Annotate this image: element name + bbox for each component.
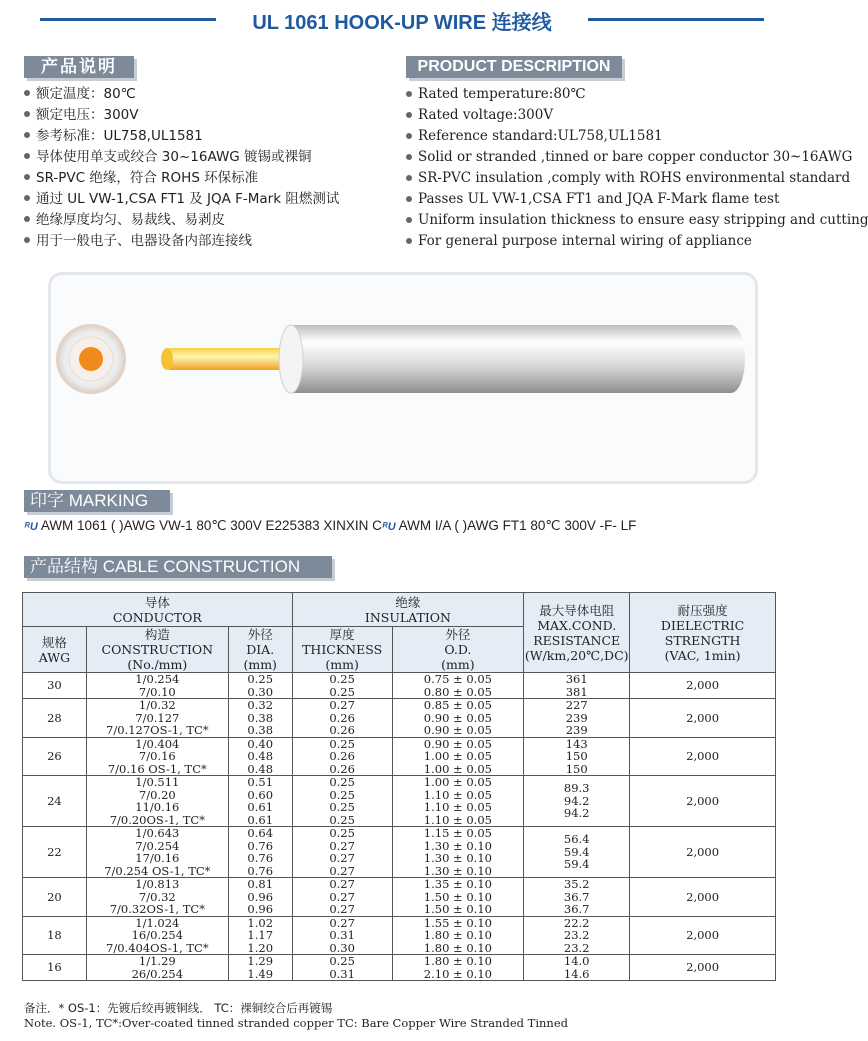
dia-cell-line: 1.02 bbox=[247, 915, 274, 930]
construction-cell-line: 1/0.643 bbox=[135, 826, 180, 840]
construction-cell-line: 7/0.254 OS-1, TC* bbox=[104, 863, 211, 878]
od-cell bbox=[392, 699, 524, 738]
construction-cell-line: 7/0.32 bbox=[138, 889, 176, 904]
header-strength-unit: (VAC, 1min) bbox=[664, 647, 741, 663]
marking-section-label: 印字 MARKING bbox=[24, 490, 170, 512]
header-resistance-en2: RESISTANCE bbox=[533, 632, 621, 648]
thickness-cell-line: 0.27 bbox=[329, 915, 355, 930]
resistance-cell-line: 143 bbox=[565, 736, 588, 751]
header-insulation-cn: 绝缘 bbox=[395, 594, 421, 610]
thickness-cell-line: 0.25 bbox=[329, 800, 355, 814]
resistance-cell bbox=[524, 955, 630, 981]
resistance-cell-line: 150 bbox=[565, 761, 588, 776]
od-cell bbox=[392, 916, 524, 955]
table-row bbox=[23, 673, 776, 699]
construction-cell-line: 26/0.254 bbox=[131, 966, 184, 981]
dia-cell bbox=[228, 673, 292, 699]
dia-cell-line: 0.60 bbox=[247, 787, 274, 802]
od-cell-line: 1.55 ± 0.10 bbox=[423, 915, 492, 930]
header-awg bbox=[23, 627, 87, 673]
od-cell-line: 1.10 ± 0.05 bbox=[423, 787, 492, 802]
header-thickness-unit: (mm) bbox=[325, 657, 359, 672]
resistance-cell-line: 14.6 bbox=[563, 966, 590, 981]
header-thickness-en: THICKNESS bbox=[302, 642, 383, 657]
wire-cross-section bbox=[57, 325, 125, 393]
header-awg-cn: 规格 bbox=[41, 634, 67, 650]
dia-cell bbox=[228, 916, 292, 955]
od-cell bbox=[392, 955, 524, 981]
od-cell bbox=[392, 673, 524, 699]
header-construction-unit: (No./mm) bbox=[127, 657, 188, 672]
strength-cell: 2,000 bbox=[630, 776, 776, 827]
en-item-text: Uniform insulation thickness to ensure easy stripping and cutting bbox=[418, 212, 868, 228]
awg-cell: 16 bbox=[23, 955, 87, 981]
header-conductor-en: CONDUCTOR bbox=[112, 609, 202, 625]
cn-section-label: 产品说明 bbox=[24, 56, 134, 78]
resistance-cell-line: 23.2 bbox=[563, 928, 590, 942]
construction-cell-line: 17/0.16 bbox=[135, 851, 180, 865]
thickness-cell-line: 0.25 bbox=[329, 826, 355, 840]
construction-cell-line: 7/0.20OS-1, TC* bbox=[109, 812, 205, 827]
ul-logo-icon: ᴿU bbox=[381, 521, 396, 533]
thickness-cell-line: 0.25 bbox=[329, 775, 355, 789]
construction-cell-line: 7/0.404OS-1, TC* bbox=[106, 940, 209, 955]
dia-cell-line: 0.64 bbox=[247, 826, 274, 840]
en-item bbox=[406, 147, 868, 168]
thickness-cell-line: 0.26 bbox=[329, 723, 355, 737]
thickness-cell-line: 0.30 bbox=[329, 940, 355, 955]
bullet-icon bbox=[406, 196, 412, 202]
construction-cell-line: 7/0.32OS-1, TC* bbox=[109, 902, 205, 916]
en-section-label: PRODUCT DESCRIPTION bbox=[406, 56, 622, 78]
bullet-icon bbox=[24, 90, 30, 96]
od-cell-line: 1.30 ± 0.10 bbox=[423, 838, 492, 853]
resistance-cell-line: 94.2 bbox=[563, 806, 590, 821]
thickness-cell-line: 0.31 bbox=[329, 928, 355, 942]
header-resistance-unit: (W/km,20℃,DC) bbox=[524, 647, 629, 663]
od-cell-line: 1.00 ± 0.05 bbox=[423, 775, 492, 789]
thickness-cell-line: 0.25 bbox=[329, 684, 355, 699]
dia-cell bbox=[228, 737, 292, 776]
dia-cell-line: 0.32 bbox=[247, 698, 274, 712]
awg-cell: 30 bbox=[23, 673, 87, 699]
cable-section-label: 产品结构 CABLE CONSTRUCTION bbox=[24, 556, 332, 578]
bullet-icon bbox=[406, 238, 412, 244]
table-row bbox=[23, 955, 776, 981]
bullet-icon bbox=[406, 91, 412, 97]
header-od-en: O.D. bbox=[444, 642, 472, 657]
table-row bbox=[23, 776, 776, 827]
cn-item-text: SR-PVC 绝缘，符合 ROHS 环保标准 bbox=[36, 170, 259, 186]
header-dia bbox=[228, 627, 292, 673]
dia-cell-line: 0.76 bbox=[247, 863, 274, 878]
od-cell-line: 1.15 ± 0.05 bbox=[423, 826, 492, 840]
dia-cell bbox=[228, 776, 292, 827]
dia-cell-line: 0.40 bbox=[247, 736, 274, 751]
od-cell-line: 0.80 ± 0.05 bbox=[423, 684, 492, 699]
en-item-text: Solid or stranded ,tinned or bare copper conductor 30~16AWG bbox=[418, 149, 853, 165]
strength-cell: 2,000 bbox=[630, 955, 776, 981]
dia-cell-line: 0.38 bbox=[247, 710, 274, 725]
wire-illustration bbox=[48, 272, 758, 484]
od-cell-line: 1.00 ± 0.05 bbox=[423, 761, 492, 776]
od-cell bbox=[392, 878, 524, 917]
resistance-cell-line: 239 bbox=[565, 723, 588, 737]
cn-item-text: 用于一般电子、电器设备内部连接线 bbox=[36, 233, 252, 249]
construction-cell bbox=[86, 878, 228, 917]
header-conductor-cn: 导体 bbox=[144, 594, 170, 610]
bullet-icon bbox=[24, 216, 30, 222]
construction-cell-line: 7/0.127OS-1, TC* bbox=[106, 723, 209, 737]
thickness-cell-line: 0.27 bbox=[329, 889, 355, 904]
od-cell-line: 0.90 ± 0.05 bbox=[423, 736, 492, 751]
resistance-cell bbox=[524, 776, 630, 827]
thickness-cell-line: 0.27 bbox=[329, 851, 355, 865]
resistance-cell bbox=[524, 827, 630, 878]
header-dia-en: DIA. bbox=[246, 642, 275, 657]
resistance-cell-line: 14.0 bbox=[563, 954, 590, 968]
title-rule-left bbox=[40, 18, 216, 21]
od-cell bbox=[392, 827, 524, 878]
construction-cell bbox=[86, 827, 228, 878]
cn-item-text: 参考标准：UL758,UL1581 bbox=[36, 128, 203, 144]
marking-text bbox=[24, 518, 636, 534]
cn-item bbox=[24, 105, 339, 126]
thickness-cell-line: 0.27 bbox=[329, 877, 355, 891]
page-title: UL 1061 HOOK-UP WIRE 连接线 bbox=[252, 12, 552, 34]
header-od-unit: (mm) bbox=[441, 657, 475, 672]
bullet-icon bbox=[406, 175, 412, 181]
en-item bbox=[406, 126, 868, 147]
thickness-cell bbox=[292, 673, 392, 699]
table-row bbox=[23, 699, 776, 738]
bullet-icon bbox=[24, 111, 30, 117]
cn-item bbox=[24, 126, 339, 147]
marking-text-b: AWM I/A ( )AWG FT1 80℃ 300V -F- LF bbox=[398, 518, 637, 533]
bullet-icon bbox=[24, 174, 30, 180]
resistance-cell-line: 59.4 bbox=[563, 844, 590, 859]
resistance-cell-line: 150 bbox=[565, 749, 588, 763]
resistance-cell-line: 89.3 bbox=[563, 781, 590, 796]
header-strength-en2: STRENGTH bbox=[664, 632, 741, 648]
construction-cell-line: 7/0.10 bbox=[138, 684, 176, 699]
header-dia-cn: 外径 bbox=[247, 627, 273, 642]
cn-item bbox=[24, 84, 339, 105]
en-item bbox=[406, 84, 868, 105]
construction-cell-line: 7/0.16 bbox=[138, 749, 176, 763]
od-cell-line: 1.35 ± 0.10 bbox=[423, 877, 492, 891]
construction-cell-line: 7/0.254 bbox=[135, 838, 180, 853]
thickness-cell-line: 0.25 bbox=[329, 954, 355, 968]
thickness-cell bbox=[292, 699, 392, 738]
table-row bbox=[23, 827, 776, 878]
cable-construction-table bbox=[22, 592, 776, 981]
header-thickness-cn: 厚度 bbox=[329, 627, 355, 642]
en-item bbox=[406, 189, 868, 210]
bullet-icon bbox=[406, 133, 412, 139]
resistance-cell-line: 36.7 bbox=[563, 889, 590, 904]
dia-cell bbox=[228, 955, 292, 981]
header-construction-en: CONSTRUCTION bbox=[101, 642, 214, 657]
dia-cell-line: 0.76 bbox=[247, 851, 274, 865]
cn-item bbox=[24, 189, 339, 210]
thickness-cell bbox=[292, 916, 392, 955]
bullet-icon bbox=[24, 237, 30, 243]
header-strength-cn: 耐压强度 bbox=[677, 602, 728, 618]
awg-cell: 18 bbox=[23, 916, 87, 955]
bullet-icon bbox=[406, 112, 412, 118]
en-item bbox=[406, 231, 868, 252]
resistance-cell bbox=[524, 916, 630, 955]
notes bbox=[24, 1001, 568, 1031]
resistance-cell-line: 22.2 bbox=[563, 915, 590, 930]
dia-cell bbox=[228, 699, 292, 738]
construction-cell-line: 1/0.404 bbox=[135, 736, 180, 751]
construction-cell-line: 1/0.511 bbox=[135, 775, 180, 789]
resistance-cell bbox=[524, 673, 630, 699]
construction-cell bbox=[86, 673, 228, 699]
od-cell-line: 1.00 ± 0.05 bbox=[423, 749, 492, 763]
od-cell-line: 2.10 ± 0.10 bbox=[423, 966, 492, 981]
od-cell-line: 1.10 ± 0.05 bbox=[423, 800, 492, 814]
dia-cell-line: 1.49 bbox=[247, 966, 274, 981]
od-cell-line: 1.80 ± 0.10 bbox=[423, 954, 492, 968]
strength-cell: 2,000 bbox=[630, 699, 776, 738]
header-awg-en: AWG bbox=[38, 649, 71, 665]
resistance-cell-line: 23.2 bbox=[563, 940, 590, 955]
en-item-text: For general purpose internal wiring of appliance bbox=[418, 233, 752, 249]
title-rule-right bbox=[588, 18, 764, 21]
cn-item-text: 额定电压：300V bbox=[36, 107, 139, 123]
construction-cell bbox=[86, 955, 228, 981]
cn-item-text: 额定温度：80℃ bbox=[36, 86, 136, 102]
od-cell-line: 1.30 ± 0.10 bbox=[423, 851, 492, 865]
od-cell-line: 0.85 ± 0.05 bbox=[423, 698, 492, 712]
dia-cell bbox=[228, 827, 292, 878]
thickness-cell bbox=[292, 776, 392, 827]
construction-cell-line: 1/1.024 bbox=[135, 915, 180, 930]
construction-cell-line: 1/0.813 bbox=[135, 877, 180, 891]
resistance-cell-line: 381 bbox=[565, 684, 588, 699]
awg-cell: 24 bbox=[23, 776, 87, 827]
cn-item bbox=[24, 147, 339, 168]
dia-cell-line: 0.48 bbox=[247, 761, 274, 776]
od-cell-line: 1.80 ± 0.10 bbox=[423, 940, 492, 955]
table-row bbox=[23, 737, 776, 776]
construction-cell-line: 7/0.127 bbox=[135, 710, 180, 725]
awg-cell: 26 bbox=[23, 737, 87, 776]
od-cell-line: 0.75 ± 0.05 bbox=[423, 672, 492, 686]
construction-cell bbox=[86, 776, 228, 827]
construction-cell-line: 16/0.254 bbox=[131, 928, 184, 942]
resistance-cell bbox=[524, 699, 630, 738]
cn-item bbox=[24, 168, 339, 189]
dia-cell-line: 1.17 bbox=[247, 928, 274, 942]
od-cell-line: 1.50 ± 0.10 bbox=[423, 889, 492, 904]
en-item-text: SR-PVC insulation ,comply with ROHS environmental standard bbox=[418, 170, 851, 186]
cn-item-text: 导体使用单支或绞合 30~16AWG 镀锡或裸铜 bbox=[36, 149, 312, 165]
resistance-cell-line: 227 bbox=[565, 698, 588, 712]
bullet-icon bbox=[406, 154, 412, 160]
thickness-cell-line: 0.27 bbox=[329, 863, 355, 878]
awg-cell: 28 bbox=[23, 699, 87, 738]
resistance-cell-line: 361 bbox=[565, 672, 588, 686]
od-cell-line: 1.30 ± 0.10 bbox=[423, 863, 492, 878]
resistance-cell bbox=[524, 737, 630, 776]
dia-cell-line: 0.30 bbox=[247, 684, 274, 699]
thickness-cell-line: 0.25 bbox=[329, 736, 355, 751]
wire-drawing bbox=[51, 275, 755, 481]
table-row bbox=[23, 878, 776, 917]
thickness-cell-line: 0.25 bbox=[329, 787, 355, 802]
dia-cell-line: 0.61 bbox=[247, 812, 274, 827]
construction-cell bbox=[86, 737, 228, 776]
header-thickness bbox=[292, 627, 392, 673]
dia-cell-line: 0.96 bbox=[247, 902, 274, 916]
note-cn: 备注．* OS-1：先镀后绞再镀铜线． TC：裸铜绞合后再镀锡 bbox=[24, 1001, 333, 1015]
bullet-icon bbox=[24, 153, 30, 159]
header-od bbox=[392, 627, 524, 673]
header-construction bbox=[86, 627, 228, 673]
en-item bbox=[406, 105, 868, 126]
en-item-text: Rated temperature:80℃ bbox=[418, 86, 586, 102]
construction-cell bbox=[86, 916, 228, 955]
resistance-cell-line: 94.2 bbox=[563, 793, 590, 808]
construction-cell-line: 1/1.29 bbox=[138, 954, 176, 968]
resistance-cell-line: 36.7 bbox=[563, 902, 590, 916]
en-item-text: Reference standard:UL758,UL1581 bbox=[418, 128, 663, 144]
thickness-cell-line: 0.25 bbox=[329, 672, 355, 686]
strength-cell: 2,000 bbox=[630, 673, 776, 699]
dia-cell bbox=[228, 878, 292, 917]
od-cell-line: 0.90 ± 0.05 bbox=[423, 710, 492, 725]
thickness-cell bbox=[292, 737, 392, 776]
od-cell-line: 0.90 ± 0.05 bbox=[423, 723, 492, 737]
en-item bbox=[406, 210, 868, 231]
strength-cell: 2,000 bbox=[630, 916, 776, 955]
thickness-cell-line: 0.27 bbox=[329, 902, 355, 916]
resistance-cell-line: 56.4 bbox=[563, 832, 590, 847]
table-body bbox=[23, 673, 776, 981]
header-resistance bbox=[524, 593, 630, 673]
od-cell bbox=[392, 776, 524, 827]
thickness-cell-line: 0.25 bbox=[329, 812, 355, 827]
table-row bbox=[23, 916, 776, 955]
thickness-cell-line: 0.26 bbox=[329, 749, 355, 763]
od-cell bbox=[392, 737, 524, 776]
od-cell-line: 1.10 ± 0.05 bbox=[423, 812, 492, 827]
header-resistance-en1: MAX.COND. bbox=[537, 617, 617, 633]
dia-cell-line: 0.38 bbox=[247, 723, 274, 737]
thickness-cell-line: 0.26 bbox=[329, 710, 355, 725]
od-cell-line: 1.80 ± 0.10 bbox=[423, 928, 492, 942]
header-strength bbox=[630, 593, 776, 673]
thickness-cell bbox=[292, 878, 392, 917]
thickness-cell-line: 0.31 bbox=[329, 966, 355, 981]
dia-cell-line: 0.61 bbox=[247, 800, 274, 814]
header-insulation bbox=[292, 593, 524, 627]
en-item bbox=[406, 168, 868, 189]
thickness-cell-line: 0.27 bbox=[329, 698, 355, 712]
awg-cell: 20 bbox=[23, 878, 87, 917]
construction-cell-line: 1/0.32 bbox=[138, 698, 176, 712]
bullet-icon bbox=[24, 132, 30, 138]
thickness-cell bbox=[292, 827, 392, 878]
construction-cell-line: 1/0.254 bbox=[135, 672, 180, 686]
od-cell-line: 1.50 ± 0.10 bbox=[423, 902, 492, 916]
dia-cell-line: 0.51 bbox=[247, 775, 274, 789]
resistance-cell bbox=[524, 878, 630, 917]
dia-cell-line: 0.76 bbox=[247, 838, 274, 853]
strength-cell: 2,000 bbox=[630, 827, 776, 878]
header-insulation-en: INSULATION bbox=[364, 609, 451, 625]
construction-cell-line: 11/0.16 bbox=[135, 800, 180, 814]
en-item-text: Passes UL VW-1,CSA FT1 and JQA F-Mark flame test bbox=[418, 191, 780, 207]
header-construction-cn: 构造 bbox=[144, 627, 170, 642]
note-en: Note. OS-1, TC*:Over-coated tinned stranded copper TC: Bare Copper Wire Stranded Tinned bbox=[24, 1016, 568, 1030]
cn-item-text: 通过 UL VW-1,CSA FT1 及 JQA F-Mark 阻燃测试 bbox=[36, 191, 340, 207]
dia-cell-line: 1.20 bbox=[247, 940, 274, 955]
header-od-cn: 外径 bbox=[445, 627, 471, 642]
header-resistance-cn: 最大导体电阻 bbox=[539, 602, 615, 618]
title-bar bbox=[0, 6, 800, 32]
strength-cell: 2,000 bbox=[630, 737, 776, 776]
awg-cell: 22 bbox=[23, 827, 87, 878]
bullet-icon bbox=[406, 217, 412, 223]
construction-cell bbox=[86, 699, 228, 738]
cn-description-list bbox=[24, 84, 339, 252]
strength-cell: 2,000 bbox=[630, 878, 776, 917]
dia-cell-line: 1.29 bbox=[247, 954, 274, 968]
dia-cell-line: 0.96 bbox=[247, 889, 274, 904]
cn-item bbox=[24, 231, 339, 252]
dia-cell-line: 0.25 bbox=[247, 672, 274, 686]
resistance-cell-line: 239 bbox=[565, 710, 588, 725]
en-item-text: Rated voltage:300V bbox=[418, 107, 554, 123]
thickness-cell bbox=[292, 955, 392, 981]
header-conductor bbox=[23, 593, 293, 627]
cn-item-text: 绝缘厚度均匀、易裁线、易剥皮 bbox=[36, 212, 225, 228]
header-dia-unit: (mm) bbox=[243, 657, 277, 672]
en-description-list bbox=[406, 84, 868, 252]
dia-cell-line: 0.81 bbox=[247, 877, 274, 891]
cn-item bbox=[24, 210, 339, 231]
thickness-cell-line: 0.27 bbox=[329, 838, 355, 853]
marking-text-a: AWM 1061 ( )AWG VW-1 80℃ 300V E225383 XINXIN C bbox=[40, 518, 382, 533]
ul-logo-icon: ᴿU bbox=[24, 521, 38, 533]
bullet-icon bbox=[24, 195, 30, 201]
resistance-cell-line: 59.4 bbox=[563, 857, 590, 872]
construction-cell-line: 7/0.20 bbox=[138, 787, 176, 802]
dia-cell-line: 0.48 bbox=[247, 749, 274, 763]
header-strength-en1: DIELECTRIC bbox=[660, 617, 745, 633]
resistance-cell-line: 35.2 bbox=[563, 877, 590, 891]
wire-body bbox=[161, 325, 745, 393]
thickness-cell-line: 0.26 bbox=[329, 761, 355, 776]
construction-cell-line: 7/0.16 OS-1, TC* bbox=[107, 761, 207, 776]
